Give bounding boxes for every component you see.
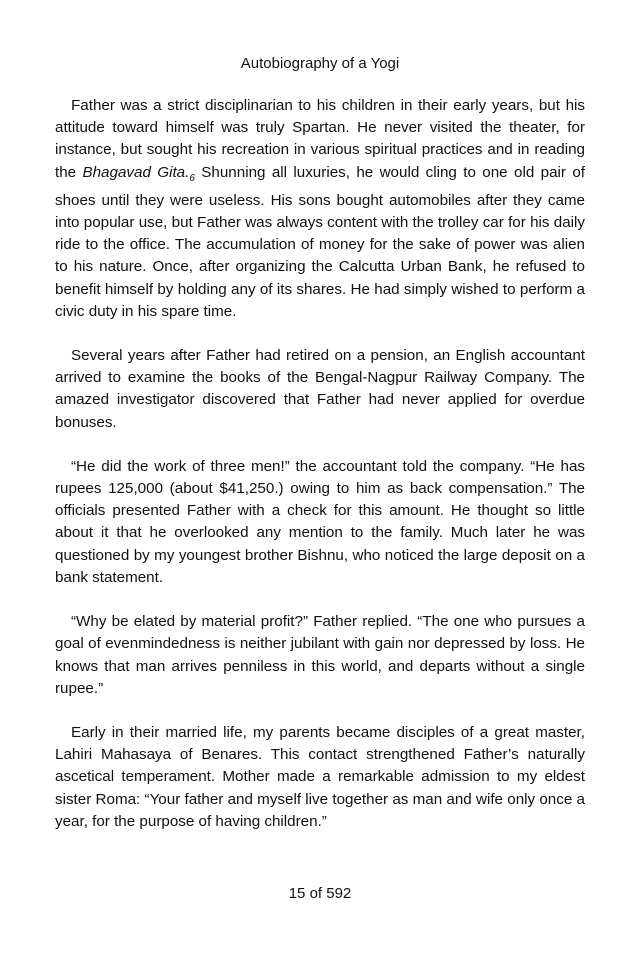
paragraph-3: “He did the work of three men!” the accountant told the company. “He has rupees 125,000 (about $41,250.) owing to him as back compensation.” The officials presented Father with a check for this amount. He thought so little about it that he overlooked any mention to the family. Much later he was questioned by my youngest brother Bishnu, who noticed the large deposit on a bank statement. (55, 457, 585, 586)
book-title-bhagavad-gita: Bhagavad Gita. (82, 163, 190, 181)
paragraph-1-text-before: Father was a strict disciplinarian to his children in their early years, but his attitude toward himself was truly Spartan. He never visited the theater, for instance, but sought his recreation in various spiritual practices and in reading the (55, 97, 585, 181)
document-page (55, 0, 585, 957)
paragraph-1 (55, 95, 585, 323)
page-number-indicator: 15 of 592 (288, 885, 352, 902)
page-header-title: Autobiography of a Yogi (240, 55, 400, 72)
paragraph-1-text-after: Shunning all luxuries, he would cling to one old pair of shoes until they were useless. His sons bought automobiles after they came into popular use, but Father was always content with the trolley car for his daily ride to the office. The accumulation of money for the sake of power was alien to his nature. Once, after organizing the Calcutta Urban Bank, he refused to benefit himself by holding any of its shares. He had simply wished to perform a civic duty in his spare time. (55, 163, 585, 320)
footnote-marker[interactable]: 6 (189, 172, 195, 184)
page-body (55, 95, 585, 855)
paragraph-2: Several years after Father had retired on a pension, an English accountant arrived to examine the books of the Bengal-Nagpur Railway Company. The amazed investigator discovered that Father had never applied for overdue bonuses. (55, 347, 585, 431)
paragraph-4: “Why be elated by material profit?” Father replied. “The one who pursues a goal of evenmindedness is neither jubilant with gain nor depressed by loss. He knows that man arrives penniless in this world, and departs without a single rupee.” (55, 613, 585, 697)
paragraph-5: Early in their married life, my parents became disciples of a great master, Lahiri Mahasaya of Benares. This contact strengthened Father’s naturally ascetical temperament. Mother made a remarkable admission to my eldest sister Roma: “Your father and myself live together as man and wife only once a year, for the purpose of having children.” (55, 723, 585, 830)
